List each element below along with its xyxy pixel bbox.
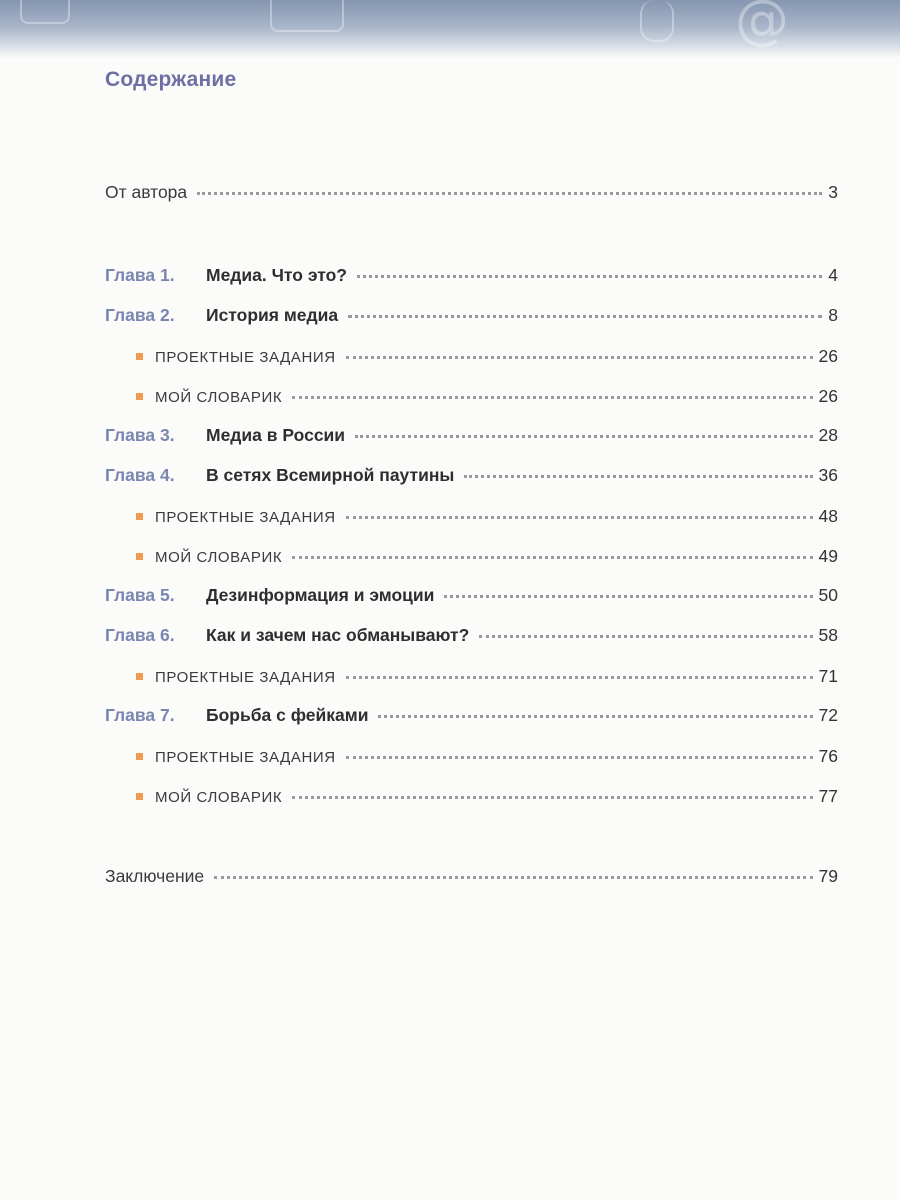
- toc-page-number: 36: [818, 465, 838, 485]
- chapter-title: В сетях Всемирной паутины: [206, 465, 455, 485]
- dot-leader: [292, 395, 812, 399]
- dot-leader: [378, 714, 812, 718]
- dot-leader: [346, 755, 813, 759]
- toc-subentry-glossary[interactable]: [136, 386, 838, 414]
- chapter-number: Глава 4.: [105, 465, 175, 485]
- subentry-title: МОЙ СЛОВАРИК: [155, 549, 283, 566]
- toc-page-number: 8: [828, 305, 838, 325]
- toc-subentry-projects[interactable]: [136, 346, 838, 374]
- toc-subentry-projects[interactable]: [136, 666, 838, 694]
- toc-page-number: 48: [818, 506, 838, 526]
- dot-leader: [355, 434, 812, 438]
- banner-decoration: [270, 0, 344, 32]
- toc-entry-chapter-6[interactable]: [105, 625, 838, 653]
- toc-page-number: 26: [818, 386, 838, 406]
- orange-bullet-icon: [136, 673, 143, 680]
- subentry-title: МОЙ СЛОВАРИК: [155, 789, 283, 806]
- toc-entry-conclusion[interactable]: [105, 866, 838, 894]
- toc-page-number: 79: [818, 866, 838, 886]
- chapter-title: Как и зачем нас обманывают?: [206, 625, 470, 645]
- toc-subentry-projects[interactable]: [136, 506, 838, 534]
- dot-leader: [346, 515, 813, 519]
- subentry-title: ПРОЕКТНЫЕ ЗАДАНИЯ: [155, 749, 336, 766]
- chapter-title: Медиа. Что это?: [206, 265, 347, 285]
- orange-bullet-icon: [136, 553, 143, 560]
- toc-entry-chapter-1[interactable]: [105, 265, 838, 293]
- dot-leader: [479, 634, 812, 638]
- toc-page-number: 58: [818, 625, 838, 645]
- subentry-title: ПРОЕКТНЫЕ ЗАДАНИЯ: [155, 349, 336, 366]
- toc-page-number: 71: [818, 666, 838, 686]
- chapter-number: Глава 6.: [105, 625, 175, 645]
- toc-entry-chapter-3[interactable]: [105, 425, 838, 453]
- chapter-number: Глава 7.: [105, 705, 175, 725]
- orange-bullet-icon: [136, 513, 143, 520]
- dot-leader: [346, 675, 813, 679]
- subentry-title: ПРОЕКТНЫЕ ЗАДАНИЯ: [155, 669, 336, 686]
- chapter-title: История медиа: [206, 305, 339, 325]
- banner-decoration: [20, 0, 70, 24]
- chapter-number: Глава 5.: [105, 585, 175, 605]
- toc-page-number: 3: [828, 182, 838, 202]
- subentry-title: ПРОЕКТНЫЕ ЗАДАНИЯ: [155, 509, 336, 526]
- toc-entry-chapter-2[interactable]: [105, 305, 838, 333]
- dot-leader: [348, 314, 822, 318]
- toc-page-number: 72: [818, 705, 838, 725]
- toc-page-number: 77: [818, 786, 838, 806]
- toc-entry-intro[interactable]: [105, 182, 838, 210]
- orange-bullet-icon: [136, 753, 143, 760]
- toc-page-number: 50: [818, 585, 838, 605]
- chapter-title: Дезинформация и эмоции: [206, 585, 435, 605]
- toc-page-number: 76: [818, 746, 838, 766]
- dot-leader: [464, 474, 812, 478]
- toc-entry-title: Заключение: [105, 866, 205, 886]
- dot-leader: [292, 795, 812, 799]
- orange-bullet-icon: [136, 793, 143, 800]
- toc-subentry-glossary[interactable]: [136, 546, 838, 574]
- dot-leader: [197, 191, 822, 195]
- chapter-number: Глава 2.: [105, 305, 175, 325]
- toc-entry-chapter-5[interactable]: [105, 585, 838, 613]
- page-title: Содержание: [105, 68, 237, 91]
- toc-page-number: 4: [828, 265, 838, 285]
- toc-subentry-projects[interactable]: [136, 746, 838, 774]
- dot-leader: [444, 594, 812, 598]
- header-banner: [0, 0, 900, 58]
- toc-entry-chapter-4[interactable]: [105, 465, 838, 493]
- dot-leader: [292, 555, 812, 559]
- toc-entry-title: От автора: [105, 182, 188, 202]
- toc-page-number: 28: [818, 425, 838, 445]
- chapter-title: Борьба с фейками: [206, 705, 369, 725]
- toc-subentry-glossary[interactable]: [136, 786, 838, 814]
- chapter-number: Глава 3.: [105, 425, 175, 445]
- toc-entry-chapter-7[interactable]: [105, 705, 838, 733]
- dot-leader: [357, 274, 822, 278]
- dot-leader: [214, 875, 812, 879]
- chapter-number: Глава 1.: [105, 265, 175, 285]
- subentry-title: МОЙ СЛОВАРИК: [155, 389, 283, 406]
- toc-page-number: 49: [818, 546, 838, 566]
- orange-bullet-icon: [136, 393, 143, 400]
- chapter-title: Медиа в России: [206, 425, 346, 445]
- at-sign-icon: @: [735, 0, 789, 51]
- dot-leader: [346, 355, 813, 359]
- toc-page-number: 26: [818, 346, 838, 366]
- banner-decoration: [640, 0, 674, 42]
- orange-bullet-icon: [136, 353, 143, 360]
